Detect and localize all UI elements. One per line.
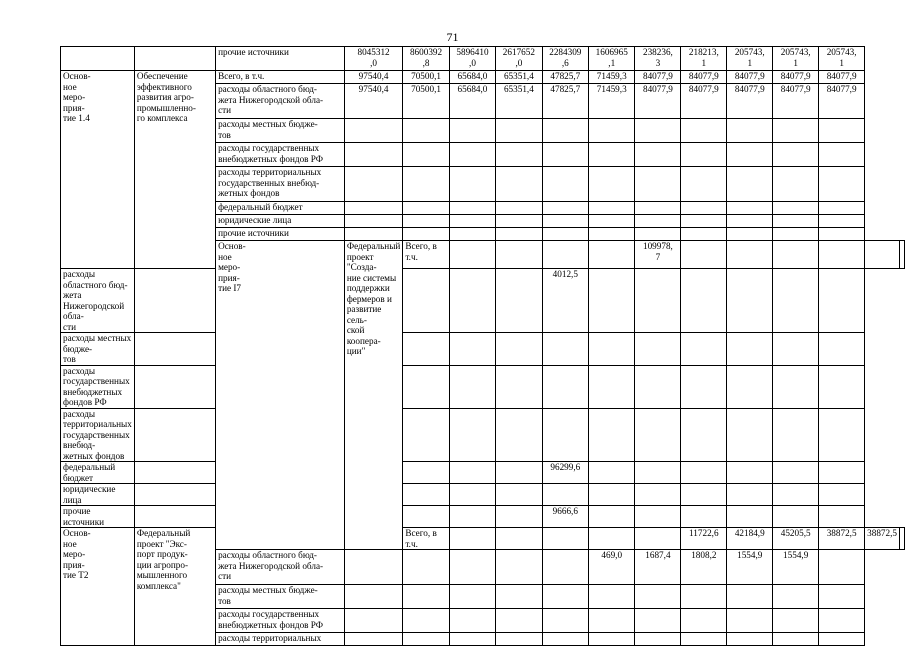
value-cell: 38872,5 <box>819 528 865 550</box>
value-cell <box>635 528 681 550</box>
value-cell <box>449 633 495 646</box>
value-cell <box>496 462 542 484</box>
value-cell <box>773 228 819 241</box>
value-cell: 96299,6 <box>542 462 588 484</box>
value-cell <box>635 633 681 646</box>
value-cell <box>635 408 681 462</box>
funding-source-cell: Всего, в т.ч. <box>216 71 345 84</box>
value-cell <box>819 585 865 609</box>
value-cell <box>134 333 215 366</box>
budget-table <box>60 46 905 646</box>
value-cell <box>727 585 773 609</box>
table-row <box>61 269 905 333</box>
value-cell <box>344 119 403 143</box>
value-cell <box>403 119 449 143</box>
value-cell: 84077,9 <box>773 84 819 119</box>
value-cell: 70500,1 <box>403 71 449 84</box>
value-cell <box>496 609 542 633</box>
value-cell <box>403 633 449 646</box>
value-cell <box>589 633 635 646</box>
value-cell <box>819 215 865 228</box>
table-row <box>61 462 905 484</box>
value-cell <box>819 333 865 366</box>
funding-source-cell: расходы областного бюд- жета Нижегородской обла- сти <box>216 84 345 119</box>
value-cell <box>681 462 727 484</box>
value-cell: 1554,9 <box>727 550 773 585</box>
value-cell <box>635 462 681 484</box>
value-cell <box>773 241 819 269</box>
value-cell <box>635 506 681 528</box>
value-cell <box>819 119 865 143</box>
value-cell <box>773 506 819 528</box>
value-cell <box>496 167 542 202</box>
value-cell <box>449 550 495 585</box>
value-cell <box>589 506 635 528</box>
value-cell <box>681 241 727 269</box>
value-cell: 47825,7 <box>542 84 588 119</box>
value-cell: 84077,9 <box>819 71 865 84</box>
value-cell: 65684,0 <box>449 84 495 119</box>
value-cell <box>727 633 773 646</box>
value-cell <box>727 365 773 408</box>
value-cell: 70500,1 <box>403 84 449 119</box>
value-cell <box>727 609 773 633</box>
funding-source-cell: прочие источники <box>216 47 345 71</box>
value-cell: 65684,0 <box>449 71 495 84</box>
value-cell: 97540,4 <box>344 71 403 84</box>
value-cell <box>589 143 635 167</box>
funding-source-cell: расходы местных бюдже- тов <box>216 585 345 609</box>
value-cell <box>589 609 635 633</box>
value-cell <box>819 269 865 333</box>
funding-source-cell: Всего, в т.ч. <box>403 241 449 269</box>
value-cell <box>727 408 773 462</box>
value-cell <box>496 215 542 228</box>
value-cell <box>773 119 819 143</box>
value-cell <box>819 241 865 269</box>
value-cell: 84077,9 <box>635 84 681 119</box>
value-cell <box>727 167 773 202</box>
value-cell <box>496 333 542 366</box>
value-cell <box>496 202 542 215</box>
value-cell <box>449 484 495 506</box>
value-cell <box>403 462 449 484</box>
value-cell: 97540,4 <box>344 84 403 119</box>
value-cell <box>681 609 727 633</box>
value-cell <box>496 119 542 143</box>
value-cell <box>403 215 449 228</box>
funding-source-cell: прочие источники <box>61 506 135 528</box>
value-cell: 1606965 ,1 <box>589 47 635 71</box>
value-cell <box>773 167 819 202</box>
value-cell <box>727 269 773 333</box>
value-cell <box>773 633 819 646</box>
value-cell <box>635 167 681 202</box>
value-cell <box>496 633 542 646</box>
value-cell <box>403 333 449 366</box>
funding-source-cell: расходы областного бюд- жета Нижегородской обла- сти <box>216 550 345 585</box>
value-cell <box>589 269 635 333</box>
value-cell <box>344 633 403 646</box>
value-cell <box>542 528 588 550</box>
value-cell <box>819 484 865 506</box>
value-cell <box>819 143 865 167</box>
value-cell <box>344 550 403 585</box>
value-cell <box>134 462 215 484</box>
value-cell <box>403 167 449 202</box>
value-cell <box>449 269 495 333</box>
table-row <box>61 333 905 366</box>
value-cell <box>589 365 635 408</box>
value-cell: 42184,9 <box>727 528 773 550</box>
value-cell <box>681 408 727 462</box>
value-cell <box>635 228 681 241</box>
table-row <box>61 506 905 528</box>
value-cell: 8600392 ,8 <box>403 47 449 71</box>
value-cell <box>635 119 681 143</box>
value-cell: 205743, 1 <box>773 47 819 71</box>
value-cell <box>681 228 727 241</box>
value-cell <box>819 506 865 528</box>
funding-source-cell: расходы местных бюдже- тов <box>216 119 345 143</box>
value-cell <box>727 241 773 269</box>
value-cell <box>900 241 905 269</box>
table-row <box>61 47 905 71</box>
value-cell <box>819 228 865 241</box>
value-cell <box>134 484 215 506</box>
value-cell: 1554,9 <box>773 550 819 585</box>
measure-name-cell: Обеспечение эффективного развития агро- промышленно- го комплекса <box>134 71 215 269</box>
value-cell <box>344 167 403 202</box>
table-row <box>61 71 905 84</box>
value-cell <box>496 365 542 408</box>
value-cell <box>403 365 449 408</box>
value-cell: 238236, 3 <box>635 47 681 71</box>
value-cell <box>589 241 635 269</box>
value-cell <box>681 119 727 143</box>
value-cell <box>589 462 635 484</box>
value-cell <box>589 484 635 506</box>
value-cell <box>344 585 403 609</box>
value-cell <box>449 462 495 484</box>
funding-source-cell: юридические лица <box>216 215 345 228</box>
value-cell <box>496 585 542 609</box>
value-cell <box>344 202 403 215</box>
value-cell <box>681 269 727 333</box>
value-cell: 2284309 ,6 <box>542 47 588 71</box>
value-cell: 8045312 ,0 <box>344 47 403 71</box>
funding-source-cell: расходы областного бюд- жета Нижегородской обла- сти <box>61 269 135 333</box>
value-cell <box>819 408 865 462</box>
value-cell <box>589 528 635 550</box>
value-cell <box>865 241 900 269</box>
value-cell <box>449 408 495 462</box>
value-cell <box>542 215 588 228</box>
value-cell <box>449 609 495 633</box>
value-cell <box>589 408 635 462</box>
value-cell: 4012,5 <box>542 269 588 333</box>
value-cell: 84077,9 <box>819 84 865 119</box>
value-cell <box>449 143 495 167</box>
value-cell <box>449 528 495 550</box>
value-cell: 71459,3 <box>589 71 635 84</box>
value-cell <box>589 119 635 143</box>
value-cell <box>449 241 495 269</box>
value-cell: 1808,2 <box>681 550 727 585</box>
funding-source-cell: расходы местных бюдже- тов <box>61 333 135 366</box>
funding-source-cell: расходы государственных внебюджетных фондов РФ <box>61 365 135 408</box>
value-cell <box>542 484 588 506</box>
value-cell <box>635 585 681 609</box>
value-cell <box>819 633 865 646</box>
value-cell: 2617652 ,0 <box>496 47 542 71</box>
value-cell <box>727 202 773 215</box>
value-cell <box>449 202 495 215</box>
value-cell <box>727 143 773 167</box>
value-cell <box>727 119 773 143</box>
value-cell <box>681 215 727 228</box>
value-cell <box>134 365 215 408</box>
value-cell <box>773 143 819 167</box>
value-cell <box>773 269 819 333</box>
funding-source-cell: расходы государственных внебюджетных фондов РФ <box>216 609 345 633</box>
value-cell <box>344 228 403 241</box>
value-cell <box>773 215 819 228</box>
value-cell <box>773 365 819 408</box>
value-cell <box>681 484 727 506</box>
value-cell <box>819 609 865 633</box>
value-cell <box>496 528 542 550</box>
value-cell <box>542 143 588 167</box>
value-cell <box>819 167 865 202</box>
value-cell <box>589 167 635 202</box>
value-cell <box>681 506 727 528</box>
value-cell: 205743, 1 <box>727 47 773 71</box>
value-cell: 84077,9 <box>773 71 819 84</box>
value-cell <box>727 484 773 506</box>
value-cell <box>635 365 681 408</box>
funding-source-cell: расходы территориальных <box>216 633 345 646</box>
value-cell <box>542 202 588 215</box>
value-cell <box>773 609 819 633</box>
measure-cell: Основ- ное меро- прия- тие 1.4 <box>61 71 135 269</box>
value-cell: 5896410 ,0 <box>449 47 495 71</box>
value-cell <box>727 333 773 366</box>
value-cell <box>496 269 542 333</box>
funding-source-cell: федеральный бюджет <box>61 462 135 484</box>
value-cell <box>681 585 727 609</box>
value-cell: 11722,6 <box>681 528 727 550</box>
funding-source-cell: прочие источники <box>216 228 345 241</box>
value-cell <box>496 408 542 462</box>
value-cell <box>773 202 819 215</box>
table-row <box>61 365 905 408</box>
value-cell <box>681 333 727 366</box>
value-cell <box>819 202 865 215</box>
funding-source-cell: Всего, в т.ч. <box>403 528 449 550</box>
value-cell <box>635 333 681 366</box>
measure-name-cell <box>134 47 215 71</box>
value-cell <box>773 408 819 462</box>
value-cell <box>403 550 449 585</box>
value-cell <box>727 228 773 241</box>
value-cell <box>403 484 449 506</box>
value-cell <box>542 167 588 202</box>
value-cell <box>449 333 495 366</box>
funding-source-cell: расходы территориальных государственных внебюд- жетных фондов <box>216 167 345 202</box>
value-cell: 9666,6 <box>542 506 588 528</box>
value-cell <box>449 585 495 609</box>
funding-source-cell: расходы территориальных государственных внебюд- жетных фондов <box>61 408 135 462</box>
value-cell <box>449 365 495 408</box>
value-cell: 205743, 1 <box>819 47 865 71</box>
value-cell <box>542 408 588 462</box>
value-cell <box>449 119 495 143</box>
table-row <box>61 484 905 506</box>
value-cell <box>635 215 681 228</box>
value-cell <box>773 333 819 366</box>
value-cell <box>589 215 635 228</box>
value-cell <box>589 333 635 366</box>
table-row <box>61 528 905 550</box>
value-cell <box>542 585 588 609</box>
value-cell: 1687,4 <box>635 550 681 585</box>
value-cell: 38872,5 <box>865 528 900 550</box>
value-cell <box>496 550 542 585</box>
table-body <box>61 47 905 646</box>
measure-cell <box>61 47 135 71</box>
value-cell <box>635 609 681 633</box>
value-cell <box>819 365 865 408</box>
value-cell: 47825,7 <box>542 71 588 84</box>
value-cell <box>449 167 495 202</box>
value-cell <box>542 119 588 143</box>
value-cell <box>773 484 819 506</box>
value-cell <box>819 550 865 585</box>
value-cell <box>403 269 449 333</box>
measure-cell: Основ- ное меро- прия- тие Т2 <box>61 528 135 646</box>
value-cell <box>681 143 727 167</box>
value-cell <box>344 215 403 228</box>
table-row <box>61 408 905 462</box>
value-cell <box>635 202 681 215</box>
value-cell: 469,0 <box>589 550 635 585</box>
value-cell <box>134 269 215 333</box>
value-cell <box>542 550 588 585</box>
value-cell <box>344 609 403 633</box>
value-cell <box>819 462 865 484</box>
value-cell <box>681 167 727 202</box>
value-cell: 84077,9 <box>727 71 773 84</box>
funding-source-cell: юридические лица <box>61 484 135 506</box>
value-cell <box>344 143 403 167</box>
value-cell: 65351,4 <box>496 71 542 84</box>
value-cell: 84077,9 <box>727 84 773 119</box>
value-cell <box>773 462 819 484</box>
value-cell <box>403 202 449 215</box>
measure-name-cell: Федеральный проект "Созда- ние системы поддержки фермеров и развитие сель- ской коопера- ции" <box>344 241 403 550</box>
value-cell: 84077,9 <box>635 71 681 84</box>
value-cell <box>727 215 773 228</box>
value-cell <box>134 506 215 528</box>
value-cell <box>635 269 681 333</box>
value-cell <box>589 228 635 241</box>
value-cell <box>542 633 588 646</box>
measure-cell: Основ- ное меро- прия- тие I7 <box>216 241 345 550</box>
value-cell <box>496 506 542 528</box>
value-cell <box>134 408 215 462</box>
value-cell <box>496 228 542 241</box>
value-cell <box>635 484 681 506</box>
funding-source-cell: федеральный бюджет <box>216 202 345 215</box>
value-cell <box>403 585 449 609</box>
value-cell <box>449 506 495 528</box>
measure-name-cell: Федеральный проект "Экс- порт продук- ции агропро- мышленного комплекса" <box>134 528 215 646</box>
value-cell <box>635 143 681 167</box>
value-cell <box>727 506 773 528</box>
value-cell: 109978, 7 <box>635 241 681 269</box>
value-cell: 65351,4 <box>496 84 542 119</box>
value-cell <box>496 143 542 167</box>
value-cell <box>589 202 635 215</box>
value-cell <box>681 365 727 408</box>
funding-source-cell: расходы государственных внебюджетных фондов РФ <box>216 143 345 167</box>
value-cell <box>727 462 773 484</box>
value-cell <box>542 333 588 366</box>
value-cell: 84077,9 <box>681 84 727 119</box>
value-cell: 45205,5 <box>773 528 819 550</box>
value-cell <box>403 609 449 633</box>
value-cell: 71459,3 <box>589 84 635 119</box>
value-cell <box>542 609 588 633</box>
value-cell <box>773 585 819 609</box>
value-cell <box>681 202 727 215</box>
value-cell <box>449 228 495 241</box>
value-cell <box>496 241 542 269</box>
value-cell: 84077,9 <box>681 71 727 84</box>
value-cell <box>403 228 449 241</box>
page-number: 71 <box>446 30 459 44</box>
value-cell <box>589 585 635 609</box>
value-cell <box>681 633 727 646</box>
value-cell <box>900 528 905 550</box>
value-cell <box>496 484 542 506</box>
value-cell <box>449 215 495 228</box>
value-cell <box>403 408 449 462</box>
value-cell <box>403 143 449 167</box>
value-cell <box>542 241 588 269</box>
value-cell <box>542 228 588 241</box>
value-cell <box>542 365 588 408</box>
value-cell: 218213, 1 <box>681 47 727 71</box>
value-cell <box>403 506 449 528</box>
